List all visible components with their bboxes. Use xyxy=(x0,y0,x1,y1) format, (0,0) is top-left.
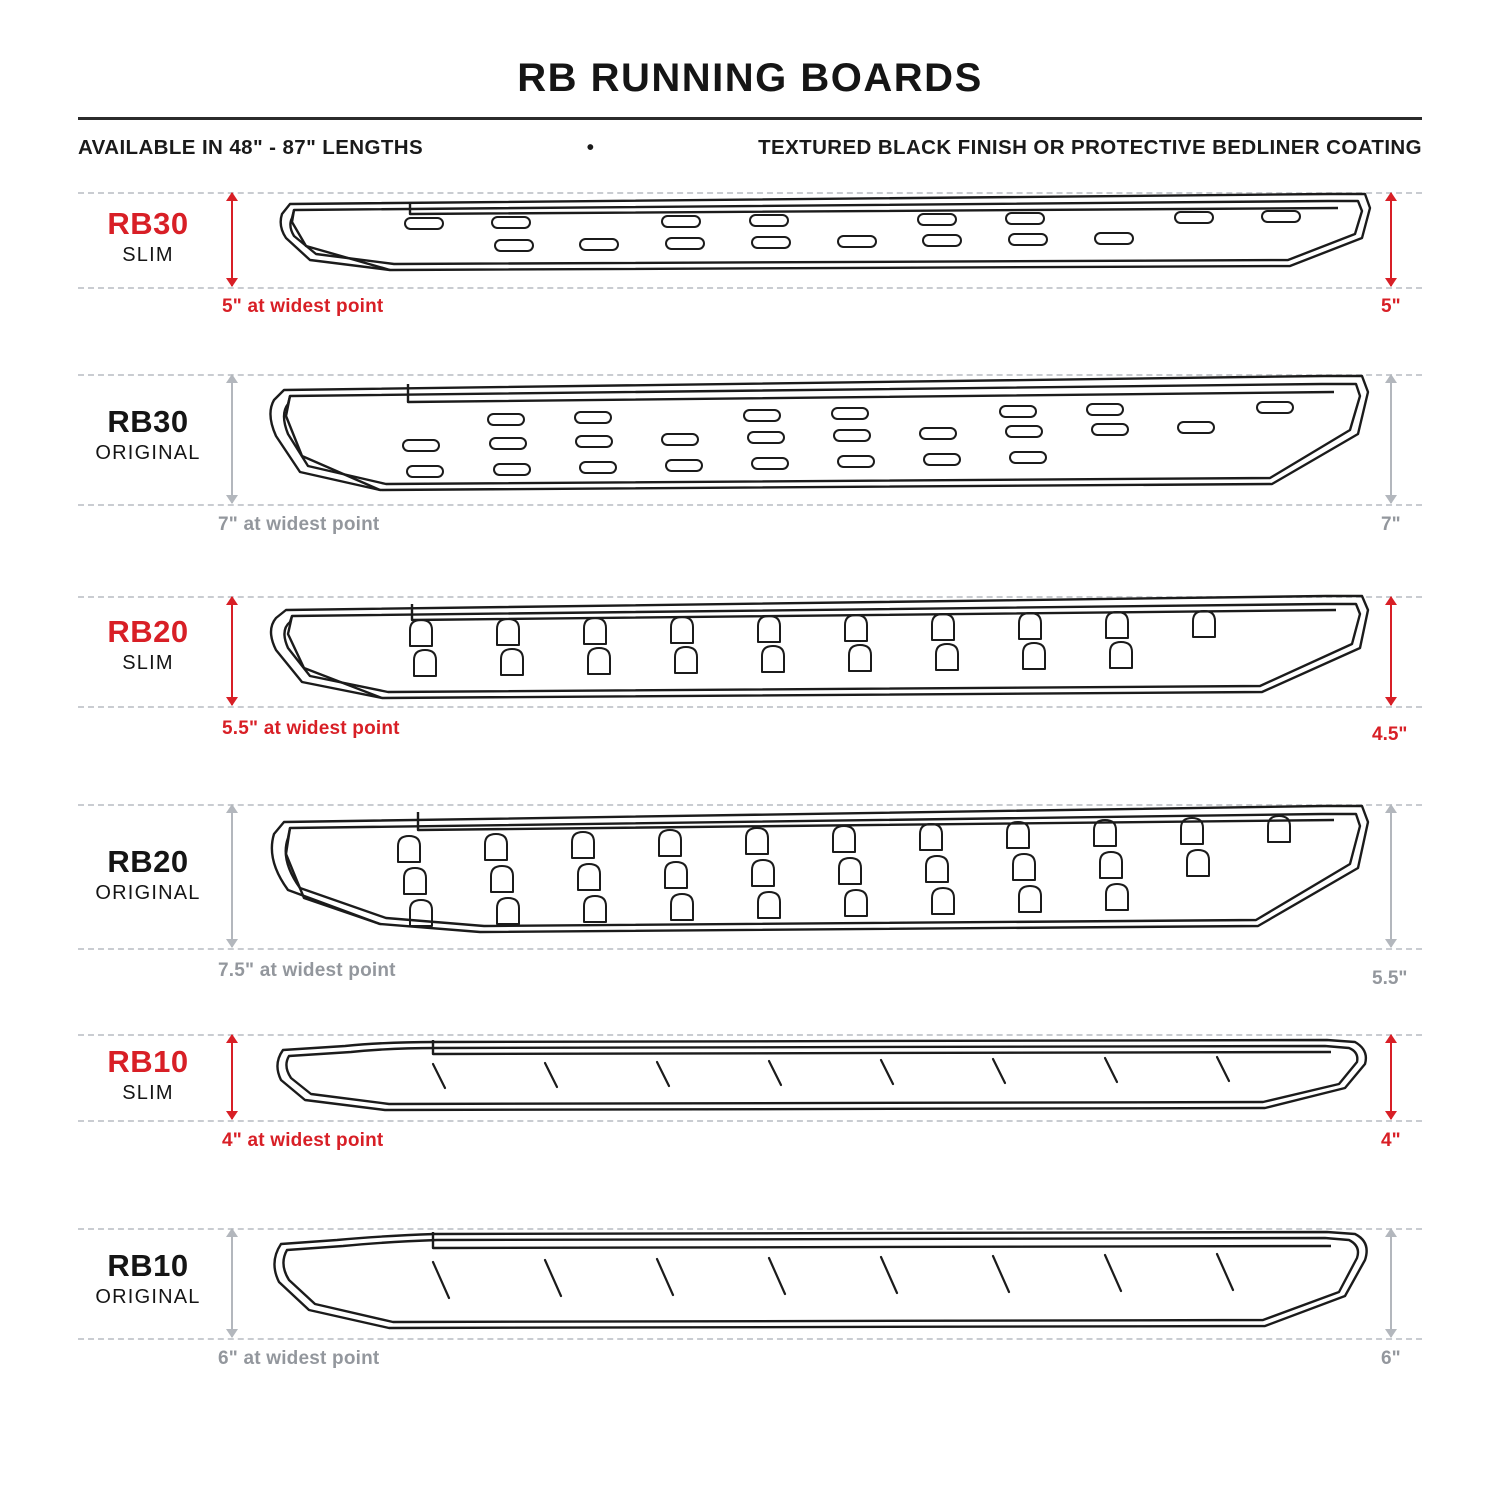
row-rb30-slim xyxy=(0,184,1500,364)
board-graphic-rb20-original xyxy=(258,798,1388,960)
board-graphic-rb20-slim xyxy=(262,590,1382,720)
width-caption: 6" at widest point xyxy=(218,1348,380,1369)
subtitle-finish: TEXTURED BLACK FINISH OR PROTECTIVE BEDLINER COATING xyxy=(758,136,1422,159)
header-divider xyxy=(78,117,1422,120)
board-graphic-rb10-original xyxy=(265,1220,1380,1350)
label-rb10-slim xyxy=(78,1046,218,1105)
row-rb10-slim xyxy=(0,1026,1500,1218)
width-caption: 5.5" at widest point xyxy=(222,718,400,739)
width-caption: 7" at widest point xyxy=(218,514,380,535)
height-dimension: 7" xyxy=(1381,514,1401,535)
dimension-arrow-left xyxy=(231,193,233,286)
width-caption: 5" at widest point xyxy=(222,296,384,317)
dimension-arrow-left xyxy=(231,805,233,947)
row-rb10-original xyxy=(0,1218,1500,1408)
board-graphic-rb30-slim xyxy=(270,186,1380,296)
label-rb30-slim xyxy=(78,208,218,267)
model-name: RB10 xyxy=(107,1248,189,1283)
dimension-arrow-right xyxy=(1390,1035,1392,1119)
board-graphic-rb10-slim xyxy=(265,1028,1380,1128)
dimension-arrow-left xyxy=(231,597,233,705)
model-name: RB20 xyxy=(107,614,189,649)
label-rb20-slim xyxy=(78,616,218,675)
model-name: RB10 xyxy=(107,1044,189,1079)
header-subtitle xyxy=(78,136,1422,160)
variant-name: SLIM xyxy=(122,651,174,674)
product-rows xyxy=(0,184,1500,1408)
page-title: RB RUNNING BOARDS xyxy=(517,56,983,100)
page-header xyxy=(0,0,1500,160)
width-caption: 4" at widest point xyxy=(222,1130,384,1151)
model-name: RB30 xyxy=(107,206,189,241)
variant-name: SLIM xyxy=(122,243,174,266)
dimension-arrow-left xyxy=(231,375,233,503)
model-name: RB20 xyxy=(107,844,189,879)
dimension-arrow-right xyxy=(1390,193,1392,286)
height-dimension: 5.5" xyxy=(1372,968,1408,989)
row-rb20-original xyxy=(0,794,1500,1026)
label-rb10-original xyxy=(78,1250,218,1309)
variant-name: SLIM xyxy=(122,1081,174,1104)
label-rb20-original xyxy=(78,846,218,905)
height-dimension: 4" xyxy=(1381,1130,1401,1151)
row-rb20-slim xyxy=(0,580,1500,794)
dimension-arrow-left xyxy=(231,1229,233,1337)
subtitle-separator: • xyxy=(586,136,595,159)
height-dimension: 4.5" xyxy=(1372,724,1408,745)
label-rb30-original xyxy=(78,406,218,465)
dimension-arrow-right xyxy=(1390,375,1392,503)
board-graphic-rb30-original xyxy=(262,368,1382,518)
subtitle-lengths: AVAILABLE IN 48" - 87" LENGTHS xyxy=(78,136,424,159)
variant-name: ORIGINAL xyxy=(95,881,201,904)
width-caption: 7.5" at widest point xyxy=(218,960,396,981)
dimension-arrow-right xyxy=(1390,805,1392,947)
height-dimension: 5" xyxy=(1381,296,1401,317)
dimension-arrow-right xyxy=(1390,1229,1392,1337)
height-dimension: 6" xyxy=(1381,1348,1401,1369)
model-name: RB30 xyxy=(107,404,189,439)
dimension-arrow-right xyxy=(1390,597,1392,705)
variant-name: ORIGINAL xyxy=(95,1285,201,1308)
row-rb30-original xyxy=(0,364,1500,580)
dimension-arrow-left xyxy=(231,1035,233,1119)
variant-name: ORIGINAL xyxy=(95,441,201,464)
